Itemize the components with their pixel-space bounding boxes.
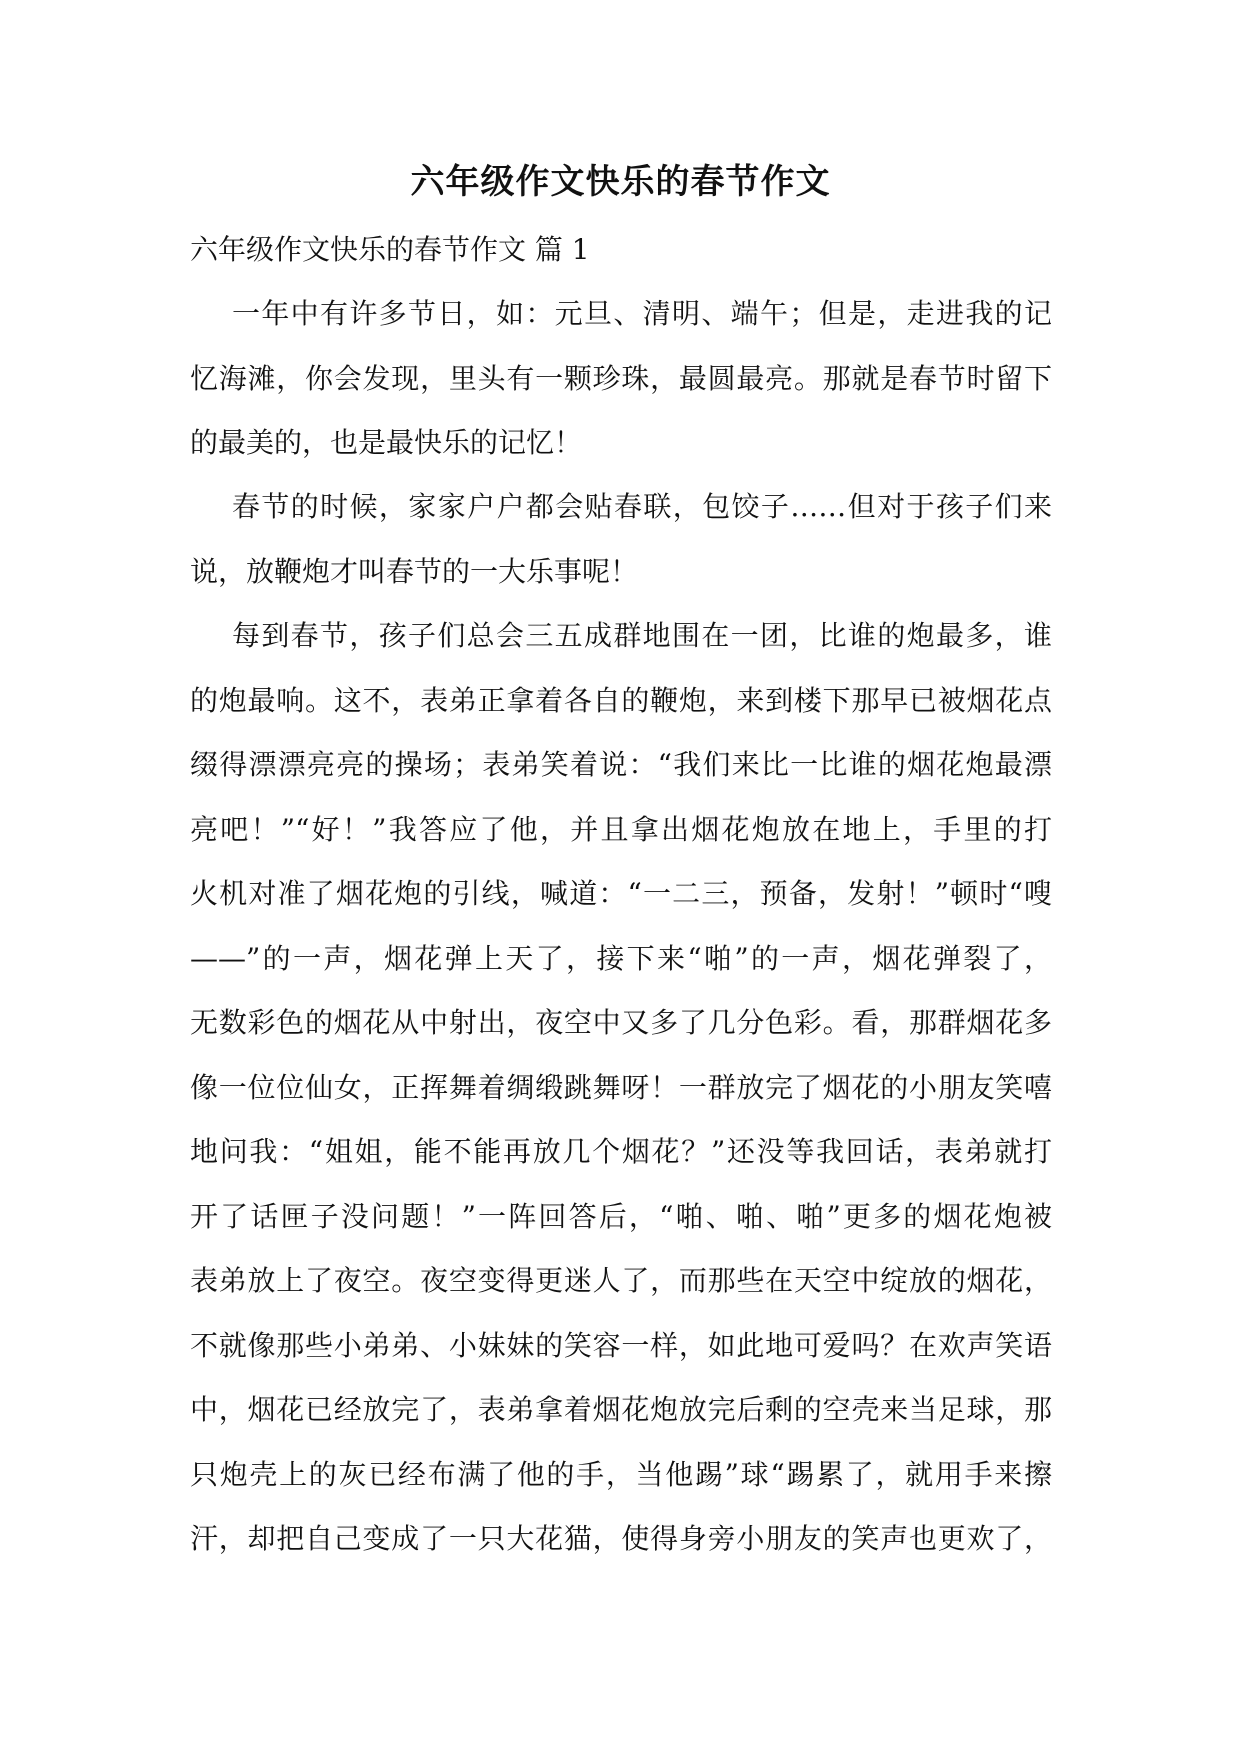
text-line: 汗，却把自己变成了一只大花猫，使得身旁小朋友的笑声也更欢了，	[190, 1522, 1052, 1555]
text-line: 的炮最响。这不，表弟正拿着各自的鞭炮，来到楼下那早已被烟花点	[190, 684, 1052, 717]
text-line: 无数彩色的烟花从中射出，夜空中又多了几分色彩。看，那群烟花多	[190, 1006, 1052, 1039]
text-line: 说，放鞭炮才叫春节的一大乐事呢！	[190, 555, 639, 588]
text-line: 地问我：“姐姐，能不能再放几个烟花？”还没等我回话，表弟就打	[190, 1135, 1052, 1168]
text-line: 每到春节，孩子们总会三五成群地围在一团，比谁的炮最多，谁	[232, 619, 1052, 652]
text-line: 亮吧！”“好！”我答应了他，并且拿出烟花炮放在地上，手里的打	[190, 813, 1052, 846]
text-line: 忆海滩，你会发现，里头有一颗珍珠，最圆最亮。那就是春节时留下	[190, 362, 1052, 395]
text-line: 不就像那些小弟弟、小妹妹的笑容一样，如此地可爱吗？在欢声笑语	[190, 1329, 1052, 1362]
text-line: 的最美的，也是最快乐的记忆！	[190, 426, 583, 459]
text-line: 表弟放上了夜空。夜空变得更迷人了，而那些在天空中绽放的烟花，	[190, 1264, 1052, 1297]
section-heading: 六年级作文快乐的春节作文 篇 1	[190, 233, 590, 266]
text-line: 开了话匣子没问题！”一阵回答后，“啪、啪、啪”更多的烟花炮被	[190, 1200, 1052, 1233]
text-line: 像一位位仙女，正挥舞着绸缎跳舞呀！一群放完了烟花的小朋友笑嘻	[190, 1071, 1052, 1104]
document-title: 六年级作文快乐的春节作文	[410, 162, 831, 202]
text-line: 缀得漂漂亮亮的操场；表弟笑着说：“我们来比一比谁的烟花炮最漂	[190, 748, 1052, 781]
text-line: 火机对准了烟花炮的引线，喊道：“一二三，预备，发射！”顿时“嗖	[190, 877, 1052, 910]
text-line: 一年中有许多节日，如：元旦、清明、端午；但是，走进我的记	[232, 297, 1052, 330]
text-line: 只炮壳上的灰已经布满了他的手，当他踢”球“踢累了，就用手来擦	[190, 1458, 1052, 1491]
text-line: 中，烟花已经放完了，表弟拿着烟花炮放完后剩的空壳来当足球，那	[190, 1393, 1052, 1426]
text-line: 春节的时候，家家户户都会贴春联，包饺子……但对于孩子们来	[232, 490, 1052, 523]
text-line: ——”的一声，烟花弹上天了，接下来“啪”的一声，烟花弹裂了，	[190, 942, 1052, 975]
